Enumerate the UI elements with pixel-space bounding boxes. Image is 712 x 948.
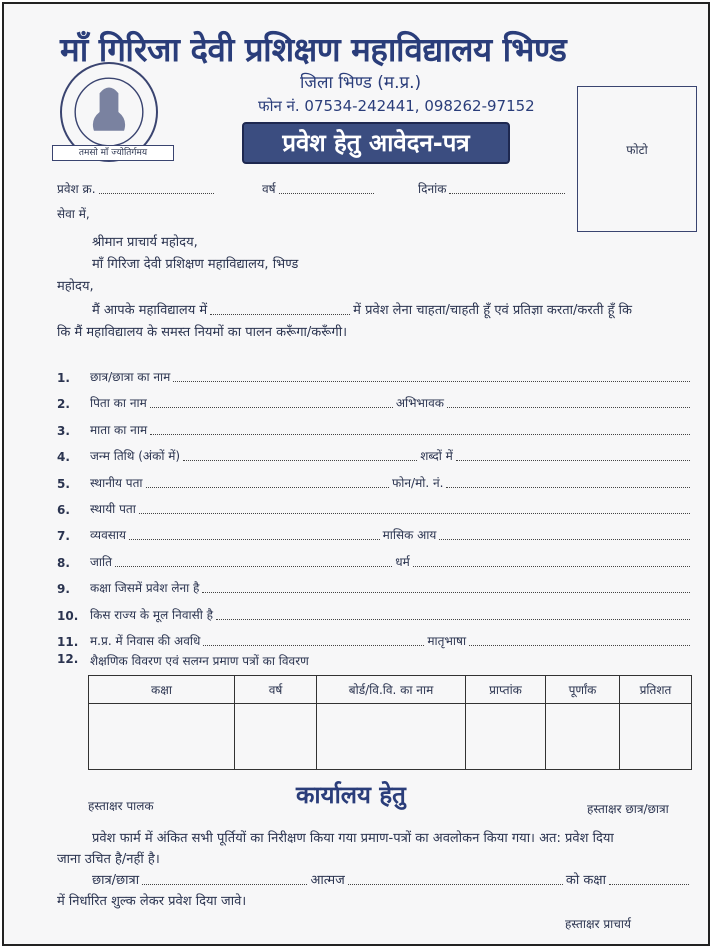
cell-marks[interactable] <box>466 704 546 770</box>
field-number: 10. <box>57 608 79 623</box>
field-number: 11. <box>57 635 79 649</box>
field-label: छात्र/छात्रा का नाम <box>90 370 171 384</box>
field-number: 6. <box>57 503 70 517</box>
office-class-label: को कक्षा <box>565 873 606 888</box>
logo-motto: तमसो माँ ज्योतिर्गमय <box>52 145 174 161</box>
field-input[interactable] <box>202 592 690 593</box>
education-number: 12. <box>57 652 79 666</box>
letter-para1-start: मैं आपके महाविद्यालय में <box>92 303 208 318</box>
form-field-row <box>57 421 693 438</box>
col-marks: प्राप्तांक <box>466 676 546 704</box>
field-label: स्थायी पता <box>90 502 136 516</box>
field-input[interactable] <box>183 460 417 461</box>
guardian-signature: हस्ताक्षर पालक <box>88 799 154 813</box>
field-number: 3. <box>57 423 70 438</box>
field-label: कक्षा जिसमें प्रवेश लेना है <box>90 581 200 596</box>
form-field-row <box>57 606 693 623</box>
college-name: माँ गिरिजा देवी प्रशिक्षण महाविद्यालय भिण्ड <box>60 30 567 69</box>
letter-addressee: श्रीमान प्राचार्य महोदय, <box>92 235 198 250</box>
letter-para1-end: में प्रवेश लेना चाहता/चाहती हूँ एवं प्रतिज्ञा करता/करती हूँ कि <box>353 303 632 318</box>
cell-class[interactable] <box>89 704 235 770</box>
field-label: जाति <box>90 554 112 569</box>
field-input[interactable] <box>150 434 690 435</box>
form-field-row <box>57 368 693 385</box>
field-number: 2. <box>57 397 70 412</box>
office-student-label: छात्र/छात्रा <box>92 873 140 888</box>
field-input[interactable] <box>129 539 380 540</box>
office-student-field[interactable] <box>142 884 307 885</box>
field-number: 4. <box>57 450 70 465</box>
date-field[interactable] <box>449 193 565 194</box>
field-label: पिता का नाम <box>90 396 147 411</box>
field-number: 5. <box>57 476 70 491</box>
col-year: वर्ष <box>235 676 317 704</box>
date-label: दिनांक <box>418 182 447 196</box>
field-input-secondary[interactable] <box>446 487 690 488</box>
field-input-secondary[interactable] <box>413 566 690 567</box>
office-son-of-label: आत्मज <box>310 873 345 888</box>
cell-total[interactable] <box>546 704 620 770</box>
field-number: 9. <box>57 582 70 597</box>
field-number: 7. <box>57 529 70 544</box>
field-input-secondary[interactable] <box>447 407 690 408</box>
form-field-row <box>57 474 693 491</box>
district: जिला भिण्ड (म.प्र.) <box>300 73 422 93</box>
office-class-field[interactable] <box>609 884 689 885</box>
field-label: म.प्र. में निवास की अवधि <box>90 634 201 648</box>
form-field-row <box>57 394 693 411</box>
field-label-secondary: अभिभावक <box>395 396 444 411</box>
office-para3: में निर्धारित शुल्क लेकर प्रवेश दिया जावे। <box>57 894 247 909</box>
col-total: पूर्णांक <box>546 676 620 704</box>
year-field[interactable] <box>279 193 374 194</box>
form-field-row <box>57 553 693 570</box>
field-input[interactable] <box>216 619 690 620</box>
office-para1b: जाना उचित है/नहीं है। <box>57 852 160 867</box>
form-title: प्रवेश हेतु आवेदन-पत्र <box>242 122 510 164</box>
phone: फोन नं. 07534-242441, 098262-97152 <box>258 97 535 115</box>
field-label-secondary: धर्म <box>395 554 410 569</box>
field-number: 1. <box>57 371 70 385</box>
letter-salutation: महोदय, <box>57 279 94 294</box>
field-label: व्यवसाय <box>90 528 126 543</box>
field-input[interactable] <box>150 407 393 408</box>
form-field-row <box>57 579 693 596</box>
student-signature: हस्ताक्षर छात्र/छात्रा <box>587 802 669 816</box>
field-input-secondary[interactable] <box>439 539 690 540</box>
course-field[interactable] <box>210 314 350 315</box>
field-input-secondary[interactable] <box>456 460 690 461</box>
field-input[interactable] <box>139 513 690 514</box>
cell-board[interactable] <box>317 704 466 770</box>
photo-box <box>577 86 697 232</box>
col-percent: प्रतिशत <box>620 676 692 704</box>
field-number: 8. <box>57 555 70 570</box>
field-input-secondary[interactable] <box>469 645 690 646</box>
photo-label: फोटो <box>626 143 648 157</box>
field-label-secondary: शब्दों में <box>420 449 453 464</box>
field-input[interactable] <box>203 645 424 646</box>
form-field-row <box>57 526 693 543</box>
col-board: बोर्ड/वि.वि. का नाम <box>317 676 466 704</box>
field-label-secondary: मातृभाषा <box>427 634 467 648</box>
principal-signature: हस्ताक्षर प्राचार्य <box>565 917 631 931</box>
field-input[interactable] <box>173 381 690 382</box>
admission-no-field[interactable] <box>99 193 214 194</box>
year-label: वर्ष <box>262 182 276 196</box>
cell-year[interactable] <box>235 704 317 770</box>
education-table <box>88 675 692 770</box>
cell-percent[interactable] <box>620 704 692 770</box>
form-field-row <box>57 500 693 517</box>
field-label-secondary: फोन/मो. नं. <box>392 475 444 490</box>
field-label: जन्म तिथि (अंकों में) <box>90 449 181 464</box>
field-input[interactable] <box>146 487 390 488</box>
letter-to: सेवा में, <box>57 207 90 221</box>
office-parent-field[interactable] <box>348 884 563 885</box>
field-label: स्थानीय पता <box>90 475 143 490</box>
education-label: शैक्षणिक विवरण एवं सलग्न प्रमाण पत्रों का विवरण <box>90 654 309 668</box>
field-label: माता का नाम <box>90 422 148 437</box>
office-title: कार्यालय हेतु <box>296 781 406 809</box>
letter-para2: कि मैं महाविद्यालय के समस्त नियमों का पालन करूँगा/करूँगी। <box>57 325 347 340</box>
col-class: कक्षा <box>89 676 235 704</box>
admission-no-label: प्रवेश क्र. <box>57 182 96 196</box>
field-input[interactable] <box>115 566 392 567</box>
field-label-secondary: मासिक आय <box>382 528 437 543</box>
field-label: किस राज्य के मूल निवासी है <box>90 607 214 622</box>
letter-college: माँ गिरिजा देवी प्रशिक्षण महाविद्यालय, भिण्ड <box>92 257 299 272</box>
form-field-row <box>57 447 693 464</box>
office-para1: प्रवेश फार्म में अंकित सभी पूर्तियों का निरीक्षण किया गया प्रमाण-पत्रों का अवलोकन किया गया। अत: प्रवेश दिया <box>92 831 614 846</box>
form-field-row <box>57 632 693 649</box>
